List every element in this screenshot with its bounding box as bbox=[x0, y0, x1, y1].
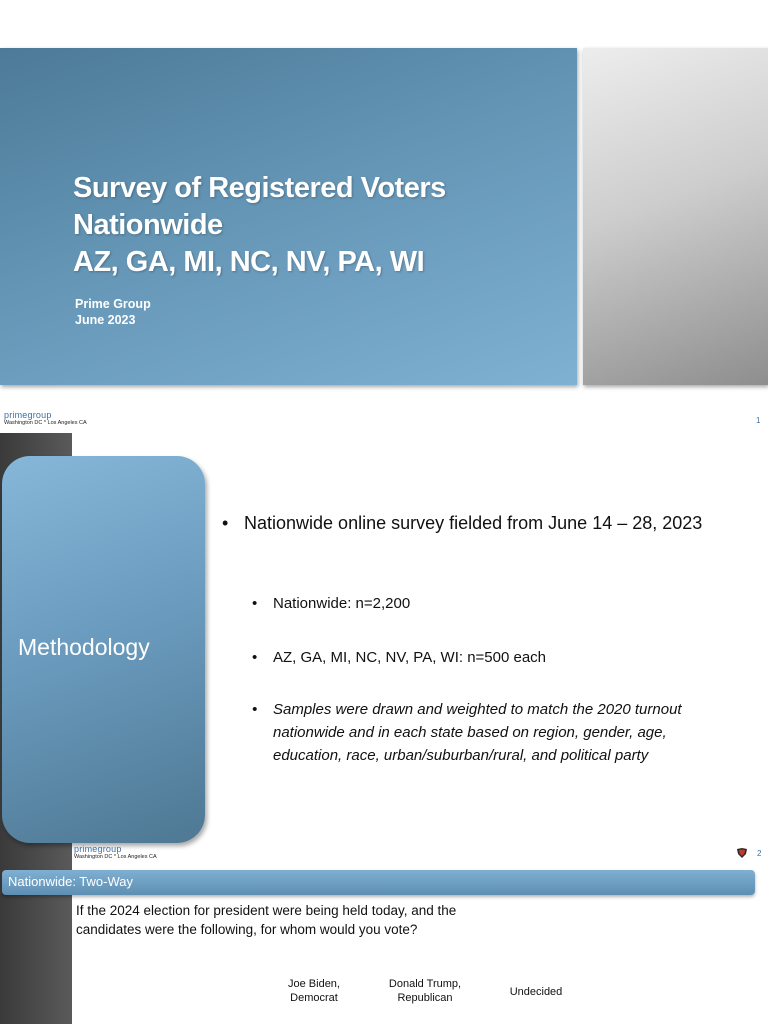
logo-location-text: Washington DC * Los Angeles CA bbox=[4, 420, 87, 426]
candidate-party: Republican bbox=[397, 992, 453, 1004]
candidate-label bbox=[380, 977, 470, 1005]
slide-title-line: AZ, GA, MI, NC, NV, PA, WI bbox=[73, 246, 425, 278]
slide-title bbox=[73, 170, 553, 281]
sub-bullet-nationwide: • Nationwide: n=2,200 bbox=[252, 592, 722, 615]
shield-icon bbox=[736, 848, 748, 859]
sub-bullet-states: • AZ, GA, MI, NC, NV, PA, WI: n=500 each bbox=[252, 646, 722, 669]
candidate-name: Joe Biden, bbox=[288, 978, 340, 990]
candidate-label bbox=[277, 977, 351, 1005]
slide-title-line: Nationwide bbox=[73, 209, 223, 241]
sub-bullet-weighting: • Samples were drawn and weighted to match the 2020 turnout nationwide and in each state based on region, gender, age, education, race, urban/suburban/rural, and political party bbox=[252, 698, 722, 767]
methodology-title: Methodology bbox=[18, 634, 150, 660]
logo-group-text: group bbox=[97, 844, 122, 854]
prime-group-logo bbox=[4, 411, 87, 427]
slide-title-line: Survey of Registered Voters bbox=[73, 172, 446, 204]
title-slide-side-panel bbox=[583, 48, 768, 385]
survey-question: If the 2024 election for president were being held today, and the candidates were the following, for whom would you vote? bbox=[76, 903, 457, 937]
candidate-party: Democrat bbox=[290, 992, 338, 1004]
organization-name: Prime Group bbox=[75, 297, 151, 311]
page-number: 2 bbox=[757, 849, 762, 858]
logo-prime-text: prime bbox=[74, 844, 98, 854]
candidate-name: Undecided bbox=[509, 986, 563, 998]
logo-location-text: Washington DC * Los Angeles CA bbox=[74, 854, 157, 860]
logo-group-text: group bbox=[27, 410, 52, 420]
candidate-label bbox=[500, 985, 572, 999]
methodology-bullets bbox=[222, 510, 742, 537]
section-title: Nationwide: Two-Way bbox=[8, 874, 133, 889]
slide-subtitle bbox=[75, 296, 151, 328]
prime-group-logo bbox=[74, 845, 157, 861]
page-number: 1 bbox=[756, 416, 761, 425]
logo-prime-text: prime bbox=[4, 410, 28, 420]
candidate-name: Donald Trump, bbox=[388, 978, 462, 990]
report-date: June 2023 bbox=[75, 313, 136, 327]
bullet-main: • Nationwide online survey fielded from June 14 – 28, 2023 bbox=[222, 510, 742, 537]
